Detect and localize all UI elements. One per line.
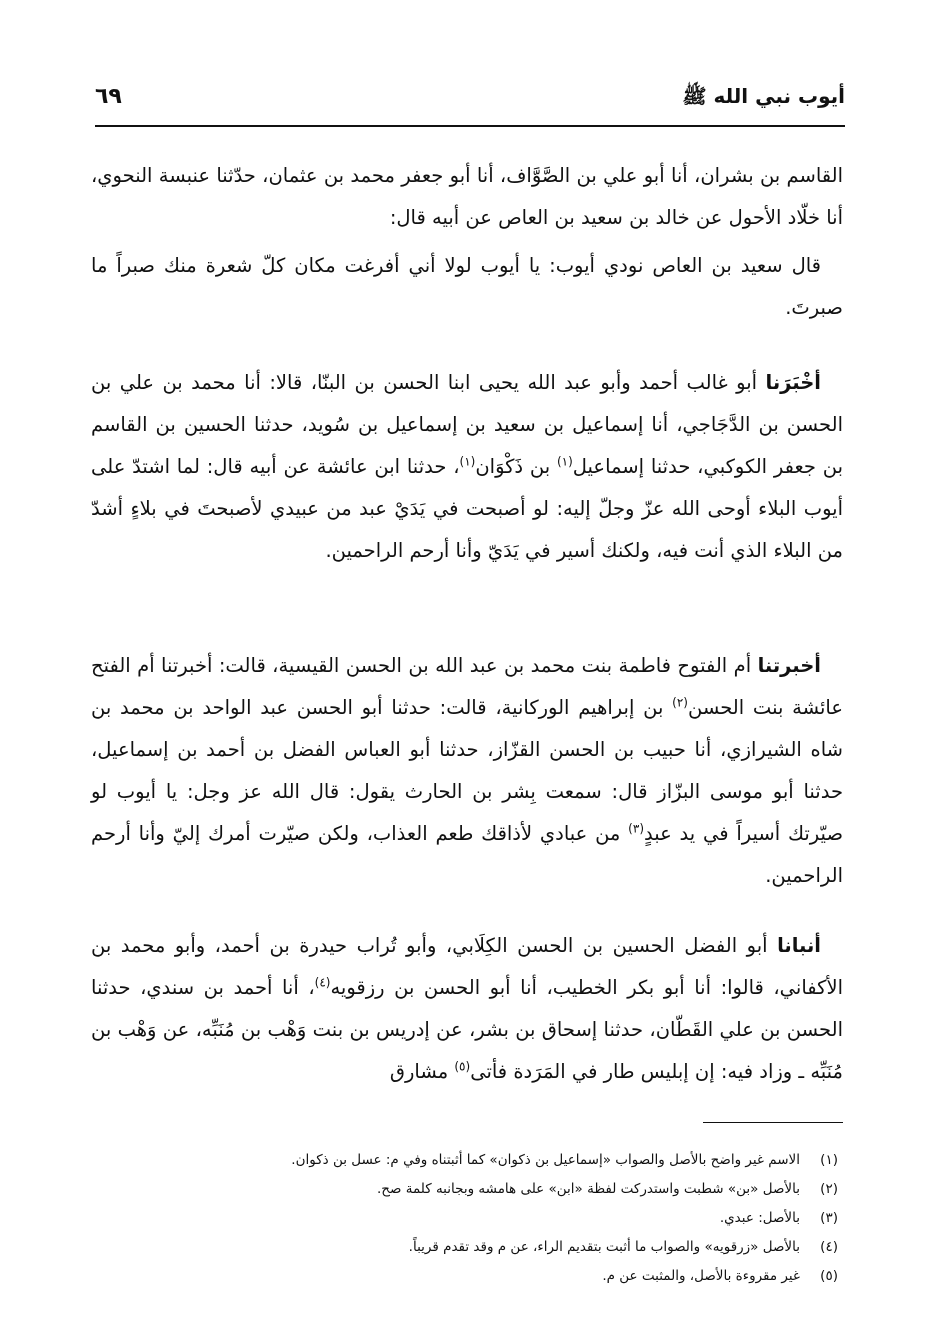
footnote-item [90, 1175, 838, 1204]
isnad-lead-word: أخْبَرَنا [765, 371, 821, 394]
running-header-title: أيوب نبي الله ﷺ [682, 84, 845, 108]
paragraph-text: من عبادي لأذاقك طعم العذاب، ولكن صيّرت أمرك إليّ وأنا أرحم الراحمين. [91, 822, 843, 887]
paragraph-text: ، حدثنا ابن عائشة عن أبيه قال: لما اشتدّ على أيوب البلاء أوحى الله عزّ وجلّ إليه: لو أصبحت في يَدَيْ عبد من عبيدي لأصبحتَ في بلاءٍ أشدّ من البلاء الذي أنت فيه، ولكنك أسير في يَدَيّ وأنا أرحم الراحمين. [91, 455, 843, 562]
footnote-item [90, 1204, 838, 1233]
paragraph-text: القاسم بن بشران، أنا أبو علي بن الصَّوَّاف، أنا أبو جعفر محمد بن عثمان، حدّثنا عنبسة النحوي، أنا خلّاد الأحول عن خالد بن سعيد بن العاص عن أبيه قال: [91, 164, 843, 229]
footnote-number: (٣) [820, 1210, 838, 1226]
paragraph-text: أبو الفضل الحسين بن الحسن الكِلَابي، وأبو تُراب حيدرة بن أحمد، وأبو محمد بن الأكفاني، قالوا: أنا أبو بكر الخطيب، أنا أبو الحسن بن رزقويه [91, 934, 843, 999]
paragraph-2 [91, 245, 843, 329]
paragraph-text: مشارق [389, 1060, 455, 1083]
paragraph-text: بن ذَكْوَان [475, 455, 557, 478]
paragraph-text: أبو غالب أحمد وأبو عبد الله يحيى ابنا الحسن بن البنّا، قالا: أنا محمد بن علي بن الحسن بن الدَّجَاجي، أنا إسماعيل بن سعيد بن إسماعيل بن سُويد، حدثنا الحسين بن القاسم بن جعفر الكوكبي، حدثنا إسماعيل [91, 371, 843, 478]
footnote-ref: (٤) [314, 975, 331, 990]
header-rule [95, 125, 845, 127]
footnote-ref: (٣) [628, 821, 644, 836]
isnad-lead-word: أخبرتنا [757, 654, 821, 677]
footnote-item [90, 1262, 838, 1291]
footnote-number: (٤) [820, 1239, 838, 1255]
paragraph-3 [91, 362, 843, 572]
footnote-text: غير مقروءة بالأصل، والمثبت عن م. [602, 1268, 800, 1284]
paragraph-text: أم الفتوح فاطمة بنت محمد بن عبد الله بن الحسن القيسية، قالت: أخبرتنا أم الفتح عائشة بنت الحسن [91, 654, 843, 719]
paragraph-body [91, 645, 843, 897]
isnad-lead-word: أنبانا [777, 934, 821, 957]
footnote-number: (٢) [820, 1181, 838, 1197]
page-number: ٦٩ [95, 84, 122, 109]
footnote-ref: (٢) [672, 695, 688, 710]
footnote-item [90, 1146, 838, 1175]
footnote-text: بالأصل «بن» شطبت واستدركت لفظة «ابن» على هامشه وبجانبه كلمة صح. [376, 1181, 800, 1197]
footnote-ref: (١) [556, 454, 573, 469]
paragraph-4 [91, 645, 843, 897]
paragraph-text: قال سعيد بن العاص نودي أيوب: يا أيوب لولا أني أفرغت مكان كلّ شعرة منك صبراً ما صبرتَ. [91, 254, 843, 319]
footnote-ref: (١) [459, 454, 476, 469]
footnote-text: بالأصل «زرقويه» والصواب ما أثبت بتقديم الراء، عن م وقد تقدم قريباً. [408, 1239, 800, 1255]
paragraph-5 [91, 925, 843, 1093]
footnote-number: (٥) [820, 1268, 838, 1284]
footnote-text: الاسم غير واضح بالأصل والصواب «إسماعيل بن ذكوان» كما أثبتناه وفي م: عسل بن ذكوان. [291, 1152, 800, 1168]
footnote-separator [703, 1122, 843, 1123]
paragraph-text: ، أنا أحمد بن سندي، حدثنا الحسن بن علي القَطّان، حدثنا إسحاق بن بشر، عن إدريس بن بنت وَهْب بن مُنَبِّه، عن وَهْب بن مُنَبِّه ـ وزاد فيه: إن إبليس طار في المَرَدة فأتى [91, 976, 843, 1083]
footnotes [90, 1146, 838, 1291]
paragraph-body [91, 362, 843, 572]
paragraph-body [91, 925, 843, 1093]
paragraph-1 [91, 155, 843, 239]
footnote-text: بالأصل: عبدي. [719, 1210, 800, 1226]
footnote-ref: (٥) [454, 1059, 471, 1074]
footnote-number: (١) [820, 1152, 838, 1168]
footnote-item [90, 1233, 838, 1262]
paragraph-text: بن إبراهيم الوركانية، قالت: حدثنا أبو الحسن عبد الواحد بن محمد بن شاه الشيرازي، أنا حبيب بن الحسن القزّاز، حدثنا أبو العباس الفضل بن أحمد بن إسماعيل، حدثنا أبو موسى البزّاز قال: سمعت بِشر بن الحارث يقول: قال الله عز وجل: يا أيوب لو صيّرتك أسيراً في يد عبدٍ [91, 696, 844, 845]
